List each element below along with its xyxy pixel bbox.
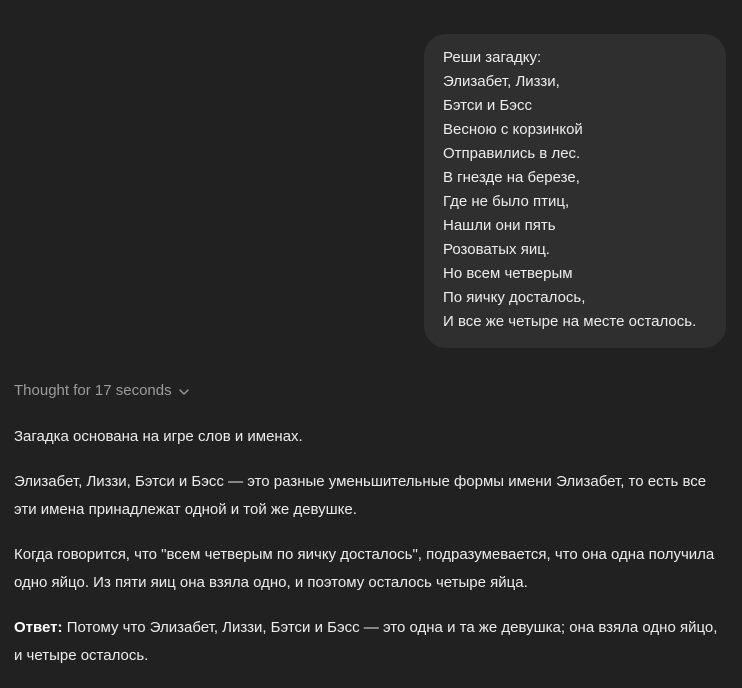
- message-line: Но всем четверым: [443, 265, 573, 282]
- message-line: По яичку досталось,: [443, 289, 586, 306]
- response-paragraph: Элизабет, Лиззи, Бэтси и Бэсс — это разные уменьшительные формы имени Элизабет, то есть все эти имена принадлежат одной и той же девушке.: [14, 473, 707, 518]
- message-line: Розоватых яиц.: [443, 241, 550, 258]
- message-line: И все же четыре на месте осталось.: [443, 313, 697, 330]
- answer-text: Потому что Элизабет, Лиззи, Бэтси и Бэсс — это одна и та же девушка; она взяла одно яйцо, и четыре осталось.: [14, 619, 718, 664]
- user-message-bubble: [424, 34, 726, 348]
- answer-label: Ответ:: [14, 619, 63, 636]
- message-line: Где не было птиц,: [443, 193, 570, 210]
- message-line: В гнезде на березе,: [443, 169, 580, 186]
- response-answer: [14, 614, 729, 670]
- message-line: Нашли они пять: [443, 217, 556, 234]
- message-line: Весною с корзинкой: [443, 121, 583, 138]
- thought-label: Thought for 17 seconds: [14, 382, 172, 399]
- response-paragraph: Когда говорится, что "всем четверым по яичку досталось", подразумевается, что она одна получила одно яйцо. Из пяти яиц она взяла одно, и поэтому осталось четыре яйца.: [14, 546, 715, 591]
- message-line: Бэтси и Бэсс: [443, 97, 532, 114]
- thought-toggle[interactable]: [14, 380, 190, 402]
- message-line: Элизабет, Лиззи,: [443, 73, 560, 90]
- chevron-down-icon: [178, 386, 190, 398]
- response-paragraph: Загадка основана на игре слов и именах.: [14, 428, 303, 445]
- message-line: Реши загадку:: [443, 49, 542, 66]
- message-line: Отправились в лес.: [443, 145, 581, 162]
- assistant-response: [14, 423, 729, 687]
